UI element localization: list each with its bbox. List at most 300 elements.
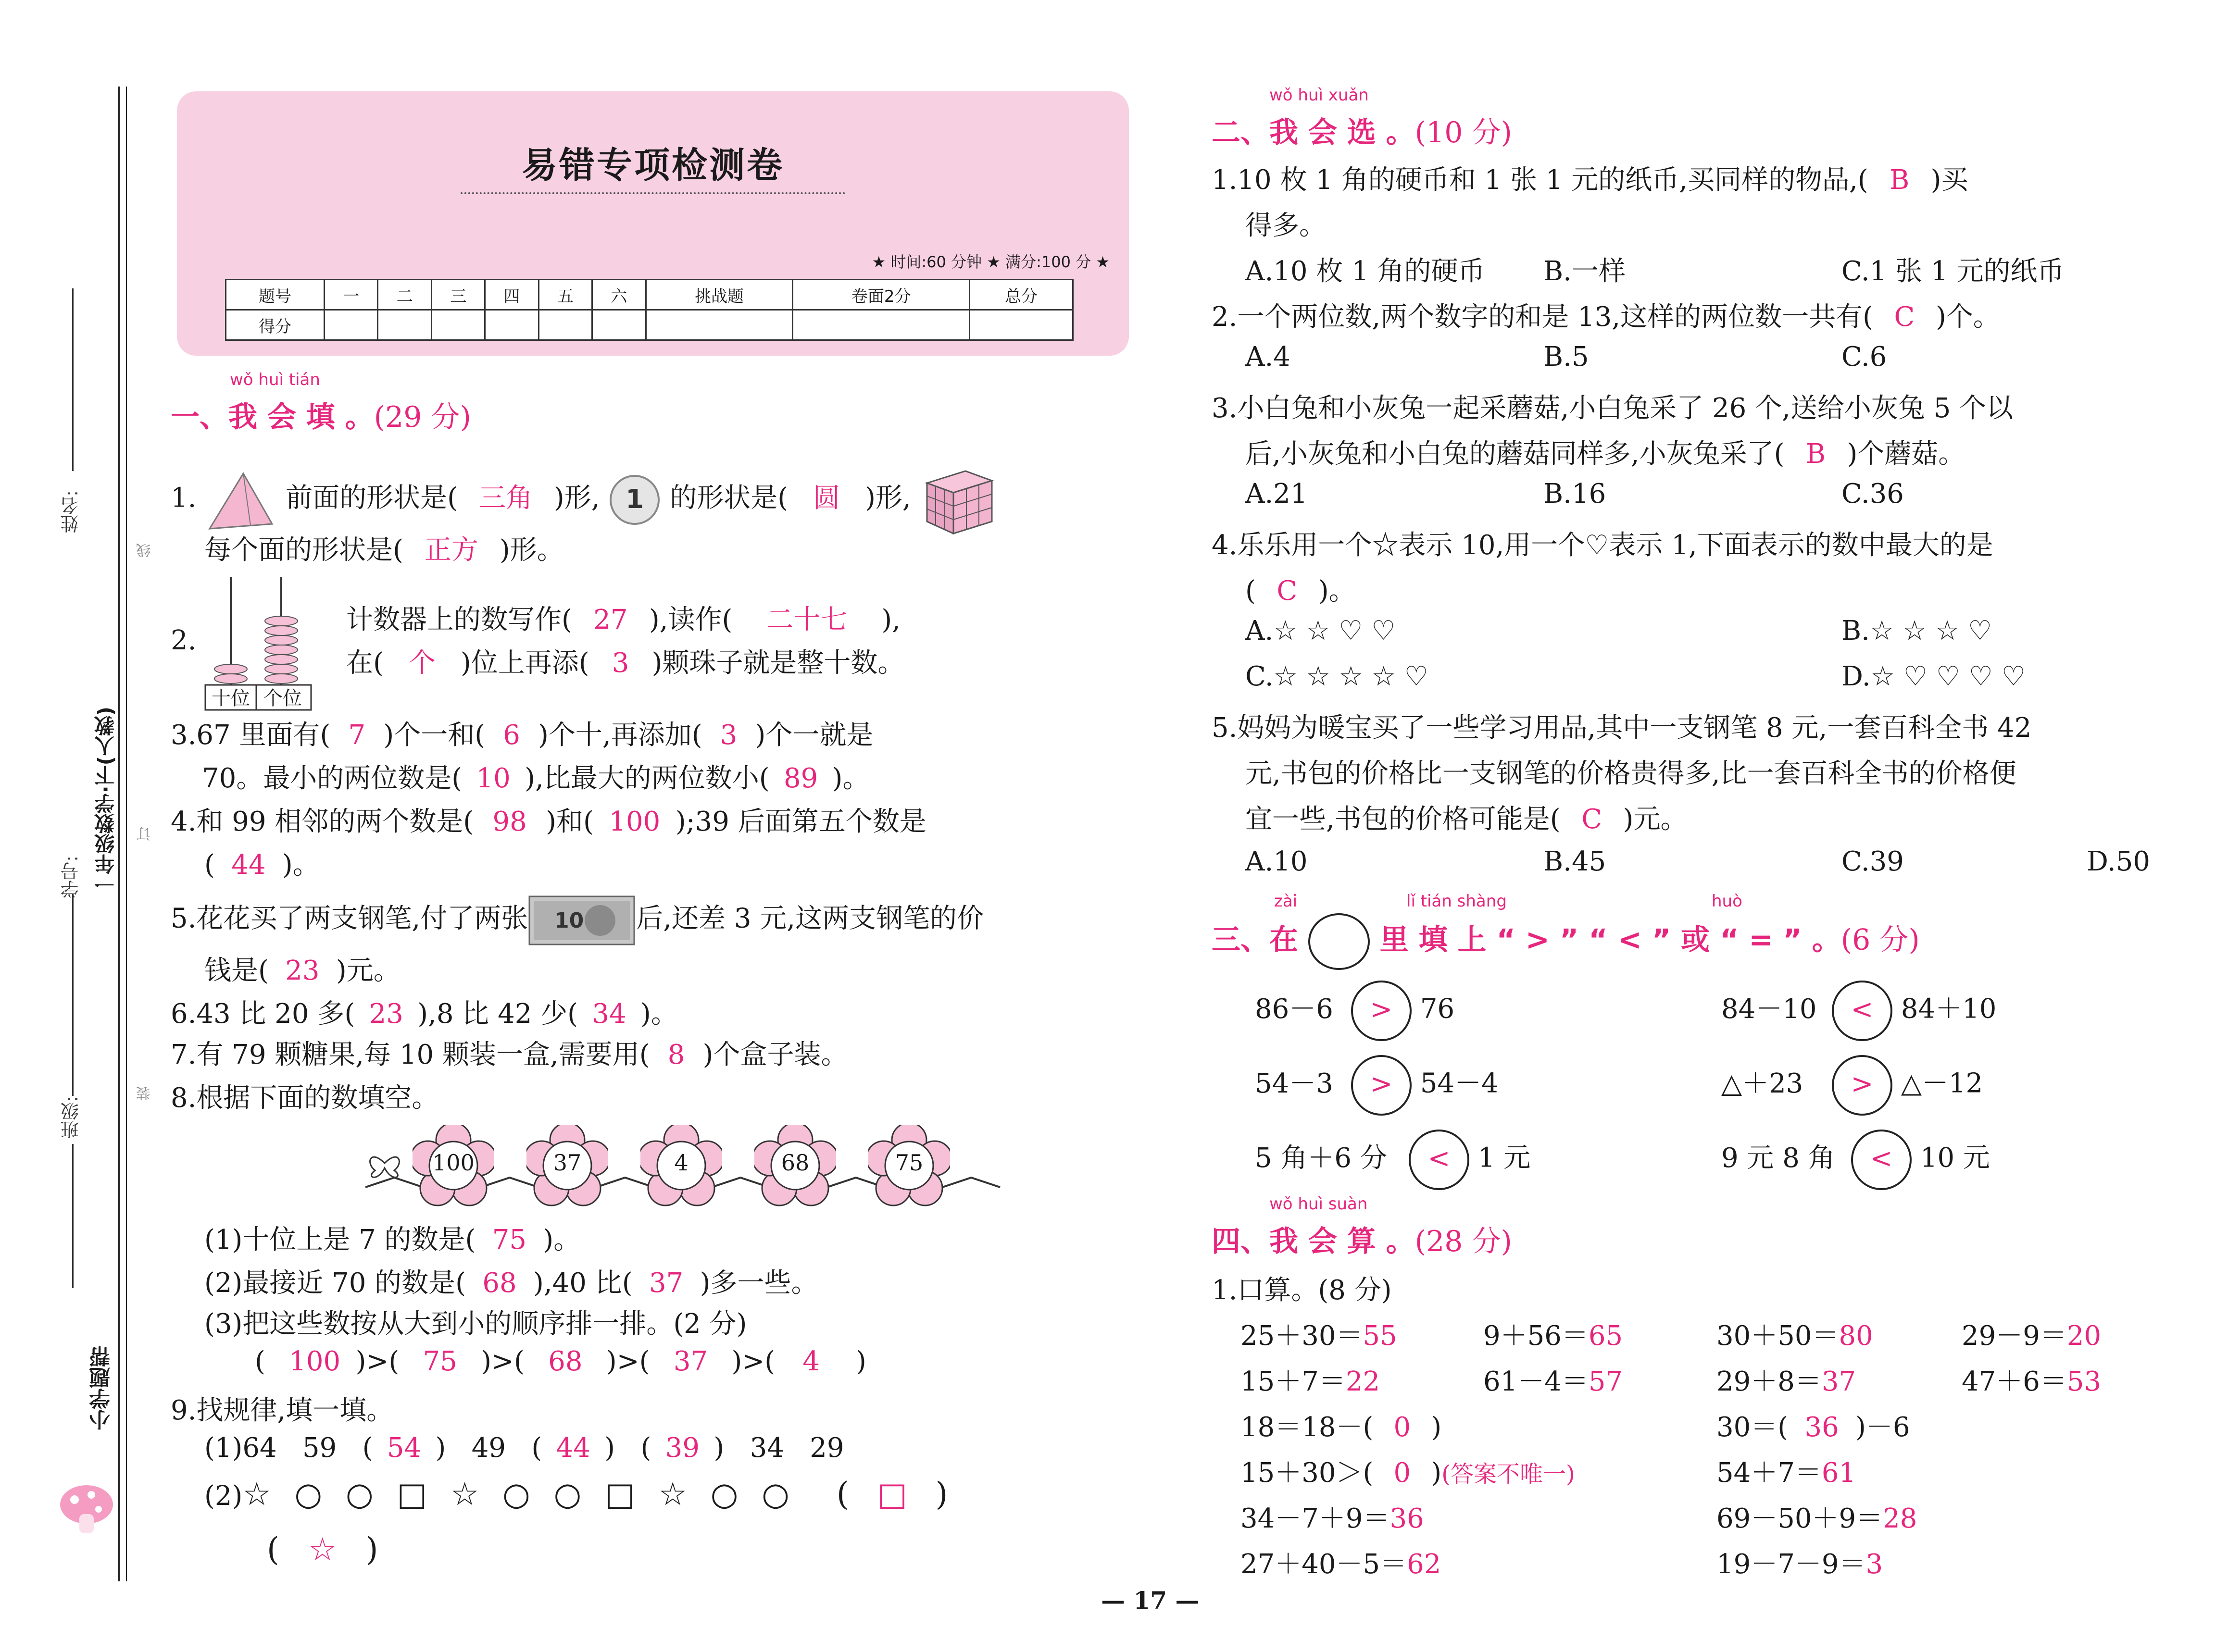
q1-text: )形, (865, 482, 911, 514)
score-cell[interactable] (485, 310, 538, 340)
coin-icon (608, 473, 661, 526)
calc-question: 15＋30＞( (1240, 1457, 1374, 1489)
section4-score: (28 分) (1414, 1225, 1512, 1258)
page-number: — 17 — (1101, 1586, 1200, 1615)
flower-value: 100 (432, 1150, 475, 1176)
s2-q2-option: A.4 (1245, 341, 1290, 373)
q2-number: 2. (171, 625, 197, 656)
q5-text: 5.花花买了两支钢笔,付了两张 (171, 903, 528, 934)
s2-text: 2.一个两位数,两个数字的和是 13,这样的两位数一共有( (1212, 301, 1873, 333)
name-blank (72, 288, 74, 471)
q5-text: )元。 (336, 955, 401, 986)
score-table-header-row (226, 280, 1073, 310)
s2-text: )个蘑菇。 (1847, 438, 1965, 470)
q8-text: ),40 比( (533, 1267, 633, 1299)
calc-question: 25＋30＝ (1240, 1320, 1363, 1352)
calc-item (1716, 1497, 1917, 1536)
calc-answer: 80 (1839, 1320, 1873, 1352)
section3-pinyin: lǐ tián shàng (1406, 892, 1507, 911)
compare-right: 10 元 (1920, 1142, 1990, 1174)
compare-left: 5 角＋6 分 (1255, 1142, 1387, 1174)
q6-text: 6.43 比 20 多( (171, 998, 355, 1030)
score-cell[interactable] (646, 310, 793, 340)
flower-value: 75 (895, 1150, 924, 1176)
section2-title-text: 二、我 会 选 。 (1212, 116, 1415, 149)
cut-line-label: 线 (135, 543, 156, 558)
calc-answer: 37 (1821, 1366, 1856, 1397)
q8-part1 (204, 1218, 580, 1257)
q8-answer2: 68 (482, 1267, 517, 1299)
calc-item (1716, 1360, 1856, 1399)
q3-text: )。 (832, 763, 870, 794)
q9-text: (2) (204, 1480, 243, 1512)
cube-icon (920, 461, 997, 538)
calc-answer: 53 (2066, 1366, 2102, 1397)
compare-left: 54－3 (1255, 1068, 1333, 1099)
id-blank (72, 894, 74, 1096)
compare-row (1255, 1055, 1499, 1116)
compare-row (1721, 1055, 1983, 1116)
q6-answer2: 34 (592, 998, 626, 1030)
s2-q5-line3 (1245, 798, 1688, 836)
calc-answer: 3 (1865, 1549, 1883, 1580)
score-cell[interactable] (592, 310, 646, 340)
brand-label: 小学题帮 (89, 1346, 114, 1430)
calc-answer: 22 (1345, 1366, 1380, 1397)
q2-answer3: 个 (408, 647, 436, 679)
calc-note: (答案不唯一) (1441, 1461, 1575, 1488)
q4-answer3: 44 (231, 849, 266, 881)
score-header-cell: 六 (592, 280, 646, 310)
title-underline (461, 192, 845, 194)
score-header-cell: 五 (538, 280, 592, 310)
calc-item (1716, 1406, 1910, 1444)
q2-answer4: 3 (612, 647, 629, 679)
coin-label: 1 (626, 484, 644, 514)
q3-answer2: 6 (503, 720, 520, 751)
calc-question: 9＋56＝ (1483, 1320, 1589, 1352)
q5-answer: 23 (285, 955, 320, 986)
compare-row (1255, 981, 1454, 1041)
section3-title-a: 三、在 (1212, 923, 1298, 957)
calc-item (1716, 1452, 1856, 1490)
s2-text: 宜一些,书包的价格可能是( (1245, 804, 1561, 835)
abacus-tens-label: 十位 (212, 687, 250, 709)
score-table (225, 279, 1074, 341)
section4-pinyin: wǒ huì suàn (1269, 1194, 1368, 1214)
section1-title (171, 394, 471, 435)
flower-number (526, 1125, 608, 1206)
q5-line2 (204, 949, 401, 988)
q4-answer1: 98 (492, 806, 527, 837)
q7-answer: 8 (667, 1039, 685, 1070)
section3-pinyin: zài (1274, 892, 1298, 911)
s2-q3-option: C.36 (1841, 478, 1904, 509)
q8-text: (2)最接近 70 的数是( (204, 1267, 466, 1299)
calc-item (1240, 1452, 1575, 1490)
calc-item (1240, 1497, 1424, 1536)
q9-part2b: ( ☆ ) (267, 1531, 378, 1568)
q1-text: 的形状是( (670, 482, 789, 514)
q9-text: (1)64 59 ( (204, 1432, 373, 1464)
calc-question: 54＋7＝ (1716, 1457, 1822, 1489)
q3-text: )个十,再添加( (538, 720, 702, 751)
q6-text: ),8 比 42 少( (417, 998, 578, 1030)
s2-q4-option: C.☆ ☆ ☆ ☆ ♡ (1245, 661, 1428, 692)
calc-item (1962, 1360, 2101, 1399)
compare-right: 76 (1420, 993, 1455, 1025)
score-cell[interactable] (431, 310, 485, 340)
calc-item (1240, 1543, 1441, 1581)
score-row-label: 得分 (226, 310, 325, 340)
s2-q5-option: B.45 (1543, 846, 1606, 877)
calc-answer: 57 (1588, 1366, 1623, 1397)
q9-text: ) 49 ( (435, 1432, 542, 1464)
section3-title (1212, 913, 1920, 970)
q9-text: ) 34 29 (713, 1432, 844, 1464)
s2-text: 后,小灰兔和小白兔的蘑菇同样多,小灰兔采了( (1245, 438, 1785, 470)
score-header-cell: 三 (431, 280, 485, 310)
time-score-info: ★ 时间:60 分钟 ★ 满分:100 分 ★ (872, 253, 1110, 271)
score-header-cell: 总分 (970, 280, 1073, 310)
q4-line2 (204, 844, 320, 882)
q2-text: ),读作( (649, 604, 733, 635)
order-answer: 37 (673, 1346, 708, 1377)
section2-title (1212, 110, 1512, 151)
s2-q3-line1: 3.小白兔和小灰兔一起采蘑菇,小白兔采了 26 个,送给小灰兔 5 个以 (1212, 393, 2014, 424)
q8-text: )多一些。 (700, 1267, 818, 1299)
q3-line2 (202, 757, 869, 795)
score-header-cell: 四 (485, 280, 538, 310)
margin-rule (126, 87, 127, 1581)
q8-order-line: ( 100 )>( 75 )>( 68 )>( 37 )>( 4 ) (255, 1346, 866, 1377)
calc-question: 47＋6＝ (1962, 1366, 2067, 1397)
s2-q1-option: A.10 枚 1 角的硬币 (1245, 256, 1485, 287)
s2-q2-option: B.5 (1543, 341, 1589, 373)
calc-item (1962, 1315, 2101, 1353)
calc-answer: 0 (1393, 1457, 1411, 1489)
score-cell[interactable] (970, 310, 1073, 340)
q8-answer3: 37 (649, 1267, 684, 1299)
flower-number (754, 1125, 836, 1206)
q4-text: )。 (282, 849, 320, 881)
butterfly-icon (365, 1144, 409, 1182)
q1-text: )形。 (499, 534, 564, 566)
calc-answer: 62 (1407, 1549, 1441, 1580)
compare-answer[interactable]: > (1351, 1055, 1412, 1116)
calc-question: 30＝( (1716, 1412, 1789, 1443)
compare-row (1255, 1130, 1530, 1190)
q8-text: (1)十位上是 7 的数是( (204, 1224, 476, 1255)
q3-answer4: 10 (476, 763, 511, 794)
shape-sequence: ☆ ○ ○ □ ☆ ○ ○ □ ☆ ○ ○ (242, 1476, 789, 1513)
s2-text: )个。 (1935, 301, 2000, 333)
name-label: 姓名: (61, 490, 82, 533)
calc-question: 18＝18－( (1240, 1412, 1374, 1443)
score-header-cell: 题号 (226, 280, 325, 310)
q8-answer1: 75 (492, 1224, 527, 1255)
s2-q4-line2 (1245, 570, 1356, 608)
calc-question: 34－7＋9＝ (1240, 1503, 1390, 1534)
abacus-ones-label: 个位 (263, 687, 302, 709)
compare-answer[interactable]: > (1351, 981, 1412, 1041)
compare-right: 54－4 (1420, 1068, 1499, 1099)
order-answer: 100 (289, 1346, 341, 1377)
q2-text: 计数器上的数写作( (346, 604, 572, 635)
q9-answer4: □ (877, 1476, 907, 1513)
q3-text: )个一和( (383, 720, 486, 751)
compare-row (1721, 1130, 1990, 1190)
q9-answer5: ☆ (308, 1531, 337, 1568)
score-cell[interactable] (378, 310, 431, 340)
q4-text: ( (204, 849, 215, 881)
q3-answer5: 89 (783, 763, 818, 794)
calc-question: 61－4＝ (1483, 1366, 1589, 1397)
q3-line1 (171, 714, 873, 752)
class-blank (72, 1144, 74, 1288)
section3-score: (6 分) (1840, 923, 1920, 957)
s2-q3-option: A.21 (1245, 478, 1308, 509)
q3-text: 70。最小的两位数是( (202, 763, 463, 794)
flower-value: 4 (674, 1150, 688, 1176)
section2-pinyin: wǒ huì xuǎn (1269, 86, 1369, 105)
score-cell[interactable] (793, 310, 970, 340)
q5-text: 后,还差 3 元,这两支钢笔的价 (636, 903, 984, 934)
q1-answer3: 正方 (424, 534, 478, 566)
q6-answer1: 23 (369, 998, 403, 1030)
subject-label: 一年级数学·下(人教) (94, 707, 117, 894)
q9-part2: (2)☆ ○ ○ □ ☆ ○ ○ □ ☆ ○ ○ ( □ ) (204, 1476, 948, 1513)
q5-line1 (171, 894, 984, 947)
s2-q4-line1: 4.乐乐用一个☆表示 10,用一个♡表示 1,下面表示的数中最大的是 (1212, 530, 1993, 561)
calc-answer: 65 (1588, 1320, 1623, 1352)
calc-question: 69－50＋9＝ (1716, 1503, 1883, 1534)
banknote-icon (528, 894, 636, 947)
s2-q4-option: A.☆ ☆ ♡ ♡ (1245, 615, 1396, 646)
q8-part3: (3)把这些数按从大到小的顺序排一排。(2 分) (204, 1308, 747, 1340)
compare-answer[interactable]: > (1832, 1055, 1892, 1116)
calc-item (1240, 1360, 1380, 1399)
section1-pinyin: wǒ huì tián (230, 370, 320, 389)
gt-sign: )>( (606, 1346, 650, 1377)
gt-sign: )>( (355, 1346, 400, 1377)
section2-score: (10 分) (1414, 116, 1512, 149)
order-answer: 68 (548, 1346, 583, 1377)
q9-part1 (204, 1432, 844, 1464)
q8-title: 8.根据下面的数填空。 (171, 1082, 439, 1114)
compare-right: 1 元 (1477, 1142, 1531, 1174)
calc-item (1483, 1360, 1623, 1399)
compare-answer[interactable]: < (1851, 1130, 1912, 1190)
class-label: 班级: (61, 1096, 82, 1139)
flower-value: 37 (553, 1150, 582, 1176)
s2-q3-line2 (1245, 433, 1965, 471)
triangular-prism-icon (205, 469, 277, 531)
q3-answer1: 7 (348, 720, 366, 751)
s2-q2-option: C.6 (1841, 341, 1887, 373)
q8-text: )。 (543, 1224, 581, 1255)
q5-text: 钱是( (204, 955, 269, 986)
s2-q4-option: B.☆ ☆ ☆ ♡ (1841, 615, 1992, 646)
compare-right: 84＋10 (1901, 993, 1997, 1025)
q1-answer2: 圆 (813, 482, 840, 514)
q4-answer2: 100 (609, 806, 661, 837)
q1-answer1: 三角 (478, 482, 533, 514)
s2-text: )元。 (1623, 804, 1688, 835)
calc-question: ) (1431, 1412, 1442, 1443)
s2-q5-line1: 5.妈妈为暖宝买了一些学习用品,其中一支钢笔 8 元,一套百科全书 42 (1212, 712, 2032, 744)
section3-pinyin: huò (1712, 892, 1742, 911)
section4-title-text: 四、我 会 算 。 (1212, 1225, 1415, 1258)
blank-circle-icon (1308, 913, 1370, 970)
q1-line1 (171, 461, 997, 538)
calc-answer: 36 (1389, 1503, 1424, 1534)
q3-text: 3.67 里面有( (171, 720, 331, 751)
q7-line (171, 1033, 848, 1072)
calc-question: 27＋40－5＝ (1240, 1549, 1407, 1580)
q1-text: )形, (553, 482, 600, 514)
q9-answer1: 54 (387, 1432, 422, 1464)
exam-title: 易错专项检测卷 (522, 145, 784, 186)
q3-text: )个一就是 (755, 720, 874, 751)
s4-subtitle: 1.口算。(8 分) (1212, 1275, 1392, 1306)
s2-q4-option: D.☆ ♡ ♡ ♡ ♡ (1841, 661, 2026, 692)
flower-number (640, 1125, 722, 1206)
score-header-cell: 卷面2分 (793, 280, 970, 310)
cut-line-label: 装 (135, 1086, 156, 1101)
q7-text: 7.有 79 颗糖果,每 10 颗装一盒,需要用( (171, 1039, 650, 1070)
gt-sign: )>( (731, 1346, 776, 1377)
s2-q5-option: C.39 (1841, 846, 1904, 877)
calc-answer: 20 (2066, 1320, 2102, 1352)
q6-line (171, 993, 678, 1031)
s2-q5-option: A.10 (1245, 846, 1308, 877)
s2-text: ( (1245, 575, 1256, 607)
score-header-cell: 二 (378, 280, 431, 310)
score-cell[interactable] (325, 310, 378, 340)
s2-q5-answer: C (1581, 804, 1602, 835)
calc-answer: 61 (1821, 1457, 1856, 1489)
q1-text: 前面的形状是( (286, 482, 458, 514)
score-cell[interactable] (538, 310, 592, 340)
s2-q1-option: B.一样 (1543, 256, 1626, 287)
q2-text: 在( (346, 647, 384, 679)
gt-sign: )>( (481, 1346, 525, 1377)
flower-number (413, 1125, 494, 1206)
compare-left: 86－6 (1255, 993, 1333, 1025)
calc-item (1483, 1315, 1623, 1353)
q3-text: ),比最大的两位数小( (525, 763, 770, 794)
score-table-row (226, 310, 1073, 340)
q2-text: ), (881, 604, 901, 635)
q8-part2 (204, 1262, 818, 1300)
q4-line1 (171, 800, 926, 839)
q9-title: 9.找规律,填一填。 (171, 1395, 394, 1426)
compare-answer[interactable]: < (1832, 981, 1892, 1041)
s2-q4-answer: C (1277, 575, 1298, 607)
exam-header (177, 91, 1129, 356)
q2-text: )颗珠子就是整十数。 (651, 647, 905, 679)
calc-question: 19－7－9＝ (1716, 1549, 1866, 1580)
s2-q1-answer: B (1890, 164, 1910, 196)
calc-question: )－6 (1855, 1412, 1910, 1443)
section3-title-b: 里 填 上 “ > ” “ < ” 或 “ = ” 。 (1379, 923, 1841, 957)
score-header-cell: 一 (325, 280, 378, 310)
calc-item (1240, 1406, 1441, 1444)
q9-answer2: 44 (556, 1432, 590, 1464)
section1-score: (29 分) (374, 400, 471, 434)
s2-q3-option: B.16 (1543, 478, 1606, 509)
flower-value: 68 (781, 1150, 810, 1176)
mushroom-logo-icon (58, 1480, 120, 1538)
cut-line-label: 订 (135, 827, 156, 841)
binding-margin (0, 0, 153, 1652)
s2-q2-line (1212, 296, 2000, 334)
calc-answer: 36 (1804, 1412, 1839, 1443)
score-header-cell: 挑战题 (646, 280, 793, 310)
q4-text: 4.和 99 相邻的两个数是( (171, 806, 474, 837)
s2-q3-answer: B (1805, 438, 1826, 470)
calc-item (1240, 1315, 1397, 1353)
section4-title (1212, 1218, 1512, 1260)
s2-text: )买 (1930, 164, 1968, 196)
abacus-icon (204, 572, 313, 711)
compare-left: 9 元 8 角 (1721, 1142, 1835, 1174)
compare-row (1721, 981, 1996, 1041)
compare-left: △＋23 (1721, 1068, 1803, 1099)
s2-q1-line1 (1212, 159, 1968, 197)
flower-number (868, 1125, 950, 1206)
q6-text: )。 (640, 998, 678, 1030)
s2-q2-answer: C (1894, 301, 1915, 333)
calc-question: ) (1431, 1457, 1442, 1489)
q1-line2 (204, 529, 564, 567)
q2-text: )位上再添( (460, 647, 589, 679)
s2-text: 1.10 枚 1 角的硬币和 1 张 1 元的纸币,买同样的物品,( (1212, 164, 1868, 196)
q1-text: 每个面的形状是( (204, 534, 403, 566)
calc-question: 29－9＝ (1962, 1320, 2067, 1352)
s2-q5-option: D.50 (2087, 846, 2150, 877)
q2-line1 (346, 598, 901, 637)
compare-left: 84－10 (1721, 993, 1817, 1025)
q3-answer3: 3 (720, 720, 738, 751)
q2-line2 (346, 642, 904, 680)
order-answer: 4 (802, 1346, 820, 1377)
section1-title-text: 一、我 会 填 。 (171, 400, 374, 434)
q9-answer3: 39 (665, 1432, 700, 1464)
calc-question: 29＋8＝ (1716, 1366, 1822, 1397)
calc-answer: 28 (1883, 1503, 1917, 1534)
order-answer: 75 (423, 1346, 457, 1377)
calc-question: 30＋50＝ (1716, 1320, 1839, 1352)
compare-right: △－12 (1901, 1068, 1983, 1099)
banknote-label: 10 (554, 908, 584, 933)
s2-text: )。 (1318, 575, 1356, 607)
s2-q5-line2: 元,书包的价格比一支钢笔的价格贵得多,比一套百科全书的价格便 (1245, 758, 2016, 789)
q4-text: )和( (546, 806, 594, 837)
calc-answer: 55 (1363, 1320, 1397, 1352)
q1-number: 1. (171, 482, 197, 514)
student-id-label: 学号: (61, 856, 82, 898)
calc-item (1716, 1543, 1883, 1581)
q4-text: );39 后面第五个数是 (675, 806, 926, 837)
calc-question: 15＋7＝ (1240, 1366, 1346, 1397)
calc-answer: 0 (1393, 1412, 1411, 1443)
s2-q1-line2: 得多。 (1245, 210, 1326, 241)
calc-item (1716, 1315, 1873, 1353)
q2-answer1: 27 (593, 604, 628, 635)
compare-answer[interactable]: < (1409, 1130, 1469, 1190)
